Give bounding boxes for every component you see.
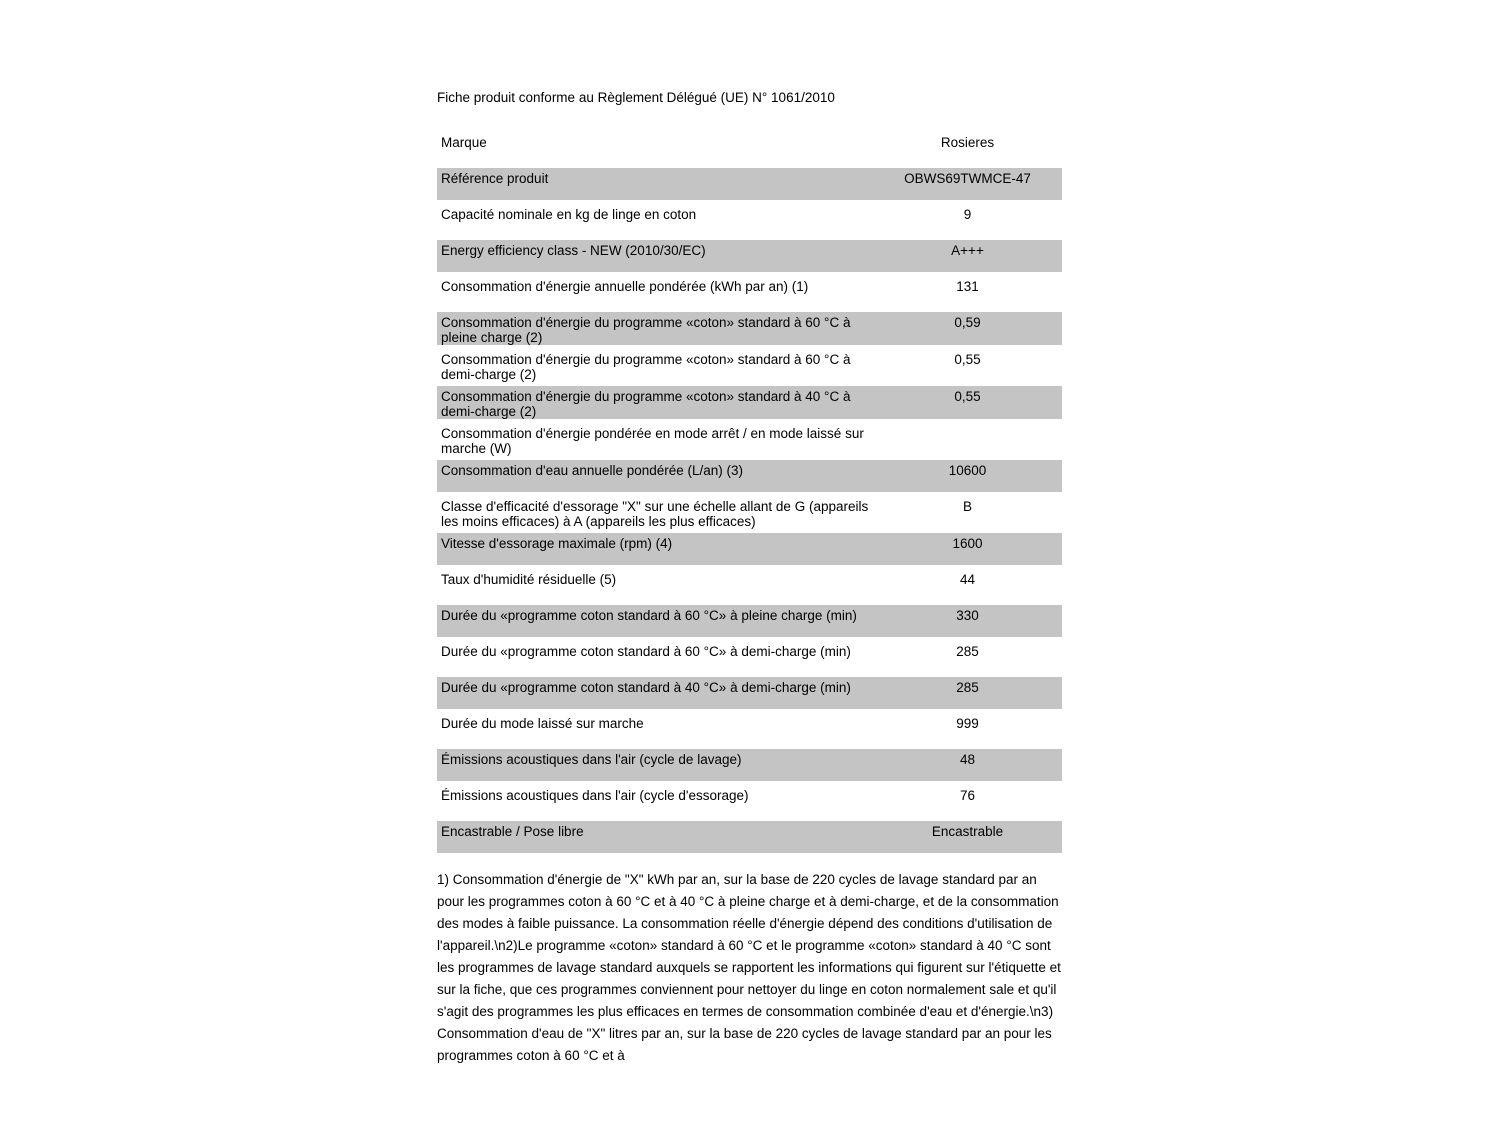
row-label: Consommation d'eau annuelle pondérée (L/an) (3)	[441, 463, 744, 478]
row-label: Consommation d'énergie du programme «coton» standard à 60 °C à demi-charge (2)	[441, 352, 851, 382]
table-row	[437, 349, 1062, 382]
row-label: Encastrable / Pose libre	[441, 824, 584, 839]
row-label: Durée du «programme coton standard à 60 °C» à demi-charge (min)	[441, 644, 851, 659]
row-label: Vitesse d'essorage maximale (rpm) (4)	[441, 536, 673, 551]
row-value: 44	[959, 572, 976, 587]
row-value: 285	[956, 644, 979, 659]
table-row	[437, 713, 1062, 745]
table-row	[437, 785, 1062, 817]
row-label: Energy efficiency class - NEW (2010/30/EC)	[441, 243, 706, 258]
table-row	[437, 312, 1062, 345]
row-label: Marque	[441, 135, 487, 150]
table-row	[437, 533, 1062, 565]
table-row	[437, 605, 1062, 637]
table-row	[437, 168, 1062, 200]
row-label: Durée du «programme coton standard à 40 °C» à demi-charge (min)	[441, 680, 851, 695]
row-value: 131	[956, 279, 979, 294]
row-label: Émissions acoustiques dans l'air (cycle de lavage)	[441, 752, 742, 767]
row-label: Consommation d'énergie annuelle pondérée (kWh par an) (1)	[441, 279, 809, 294]
row-label: Taux d'humidité résiduelle (5)	[441, 572, 617, 587]
row-label: Durée du mode laissé sur marche	[441, 716, 644, 731]
table-row	[437, 496, 1062, 529]
row-label: Consommation d'énergie du programme «coton» standard à 40 °C à demi-charge (2)	[441, 389, 851, 419]
table-row	[437, 132, 1062, 164]
row-value: 0,59	[954, 315, 981, 330]
table-row	[437, 569, 1062, 601]
table-row	[437, 386, 1062, 419]
table-row	[437, 641, 1062, 673]
row-value: 330	[956, 608, 979, 623]
row-label: Durée du «programme coton standard à 60 °C» à pleine charge (min)	[441, 608, 857, 623]
row-value: Encastrable	[931, 824, 1004, 839]
table-row	[437, 276, 1062, 308]
product-table	[437, 132, 1062, 853]
row-value: 285	[956, 680, 979, 695]
row-value: 0,55	[954, 389, 981, 404]
table-row	[437, 204, 1062, 236]
table-row	[437, 749, 1062, 781]
document-content	[437, 90, 1062, 1067]
table-row	[437, 423, 1062, 456]
row-value: 9	[963, 207, 972, 222]
row-value: 76	[959, 788, 976, 803]
row-value: Rosieres	[940, 135, 995, 150]
row-value: 999	[956, 716, 979, 731]
table-row	[437, 677, 1062, 709]
row-label: Émissions acoustiques dans l'air (cycle d'essorage)	[441, 788, 749, 803]
row-value: OBWS69TWMCE-47	[904, 171, 1031, 186]
page-title: Fiche produit conforme au Règlement Délégué (UE) N° 1061/2010	[437, 90, 835, 105]
row-label: Consommation d'énergie du programme «coton» standard à 60 °C à pleine charge (2)	[441, 315, 851, 345]
row-label: Classe d'efficacité d'essorage "X" sur une échelle allant de G (appareils les moins efficaces) à A (appareils les plus efficaces)	[441, 499, 869, 529]
row-value: 0,55	[954, 352, 981, 367]
table-row	[437, 821, 1062, 853]
row-value: B	[962, 499, 972, 514]
table-row	[437, 240, 1062, 272]
row-value: A+++	[951, 243, 984, 258]
row-value: 48	[959, 752, 976, 767]
footnotes-text: 1) Consommation d'énergie de "X" kWh par an, sur la base de 220 cycles de lavage standard par an pour les programmes coton à 60 °C et à 40 °C à pleine charge et à demi-charge, et de la consommation des modes à faible puissance. La consommation réelle d'énergie dépend des conditions d'utilisation de l'appareil.\n2)Le programme «coton» standard à 60 °C et le programme «coton» standard à 40 °C sont les programmes de lavage standard auxquels se rapportent les informations qui figurent sur l'étiquette et sur la fiche, que ces programmes conviennent pour nettoyer du linge en coton normalement sale et qu'il s'agit des programmes les plus efficaces en termes de consommation combinée d'eau et d'énergie.\n3) Consommation d'eau de "X" litres par an, sur la base de 220 cycles de lavage standard par an pour les programmes coton à 60 °C et à	[437, 872, 1061, 1063]
row-label: Consommation d'énergie pondérée en mode arrêt / en mode laissé sur marche (W)	[441, 426, 864, 456]
row-label: Capacité nominale en kg de linge en coton	[441, 207, 697, 222]
table-row	[437, 460, 1062, 492]
row-value: 10600	[948, 463, 987, 478]
row-label: Référence produit	[441, 171, 549, 186]
row-value: 1600	[952, 536, 983, 551]
